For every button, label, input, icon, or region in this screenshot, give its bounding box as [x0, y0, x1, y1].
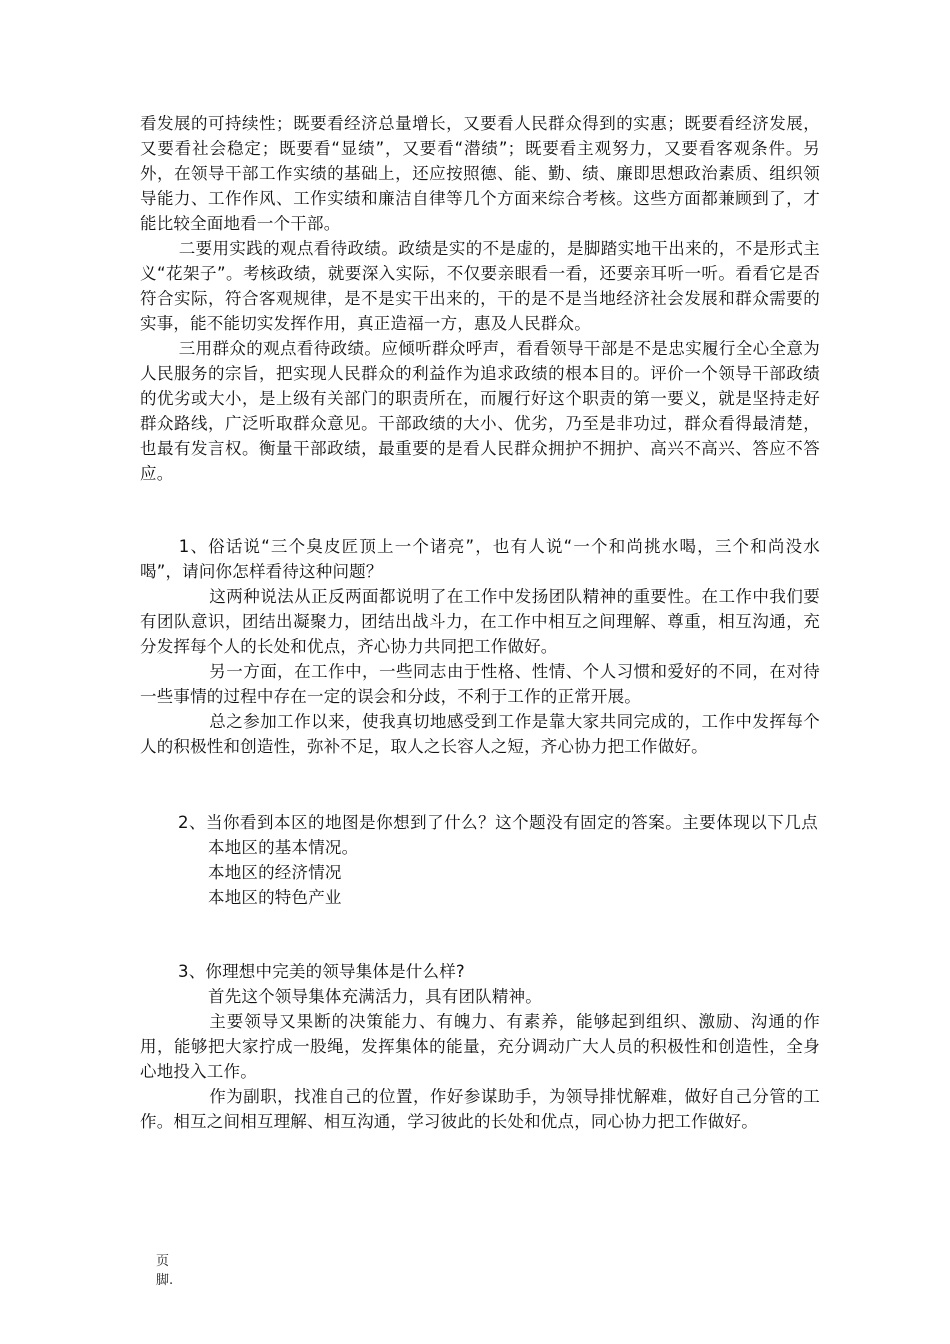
question-2-item: 本地区的特色产业: [208, 888, 342, 907]
question-2-section: [178, 810, 818, 910]
question-1-paragraph: 这两种说法从正反两面都说明了在工作中发扬团队精神的重要性。在工作中我们要有团队意识，团结出凝聚力，团结出战斗力，在工作中相互之间理解、尊重，相互沟通，充分发挥每个人的长处和优点，齐心协力共同把工作做好。: [140, 587, 820, 656]
top-section: [140, 111, 820, 486]
paragraph-masses: 三用群众的观点看待政绩。应倾听群众呼声，看看领导干部是不是忠实履行全心全意为人民服务的宗旨，把实现人民群众的利益作为追求政绩的根本目的。评价一个领导干部政绩的优劣或大小，是上级有关部门的职责所在，而履行好这个职责的第一要义，就是坚持走好群众路线，广泛听取群众意见。干部政绩的大小、优劣，乃至是非功过，群众看得最清楚，也最有发言权。衡量干部政绩，最重要的是看人民群众拥护不拥护、高兴不高兴、答应不答应。: [140, 339, 820, 483]
question-3-paragraph: 主要领导又果断的决策能力、有魄力、有素养，能够起到组织、激励、沟通的作用，能够把大家拧成一股绳，发挥集体的能量，充分调动广大人员的积极性和创造性，全身心地投入工作。: [140, 1012, 820, 1081]
question-2-item: 本地区的经济情况: [208, 863, 342, 882]
question-1-paragraph: 另一方面，在工作中，一些同志由于性格、性情、个人习惯和爱好的不同，在对待一些事情的过程中存在一定的误会和分歧，不利于工作的正常开展。: [140, 662, 820, 706]
page-footer: [156, 1252, 173, 1290]
question-3-paragraph: 首先这个领导集体充满活力，具有团队精神。: [208, 987, 542, 1006]
question-3-section: [140, 959, 820, 1134]
paragraph-practice: 二要用实践的观点看待政绩。政绩是实的不是虚的，是脚踏实地干出来的，不是形式主义“花架子”。考核政绩，就要深入实际，不仅要亲眼看一看，还要亲耳听一听。看看它是否符合实际，符合客观规律，是不是实干出来的，干的是不是当地经济社会发展和群众需要的实事，能不能切实发挥作用，真正造福一方，惠及人民群众。: [140, 239, 820, 333]
question-1-paragraph: 总之参加工作以来，使我真切地感受到工作是靠大家共同完成的，工作中发挥每个人的积极性和创造性，弥补不足，取人之长容人之短，齐心协力把工作做好。: [140, 712, 820, 756]
footer-line: 脚.: [156, 1273, 174, 1288]
question-1-title: 1、俗话说“三个臭皮匠顶上一个诸亮”，也有人说“一个和尚挑水喝，三个和尚没水喝”，请问你怎样看待这种问题？: [140, 537, 820, 581]
question-3-title: 3、你理想中完美的领导集体是什么样?: [178, 962, 465, 981]
question-2-title: 2、当你看到本区的地图是你想到了什么？这个题没有固定的答案。主要体现以下几点本地区的基本情况。: [178, 813, 818, 857]
question-1-section: [140, 534, 820, 759]
paragraph-continued: 看发展的可持续性；既要看经济总量增长，又要看人民群众得到的实惠；既要看经济发展，又要看社会稳定；既要看“显绩”，又要看“潜绩”；既要看主观努力，又要看客观条件。另外，在领导干部工作实绩的基础上，还应按照德、能、勤、绩、廉即思想政治素质、组织领导能力、工作作风、工作实绩和廉洁自律等几个方面来综合考核。这些方面都兼顾到了，才能比较全面地看一个干部。: [140, 114, 820, 233]
question-3-paragraph: 作为副职，找准自己的位置，作好参谋助手，为领导排忧解难，做好自己分管的工作。相互之间相互理解、相互沟通，学习彼此的长处和优点，同心协力把工作做好。: [140, 1087, 820, 1131]
footer-line: 页: [156, 1254, 170, 1269]
